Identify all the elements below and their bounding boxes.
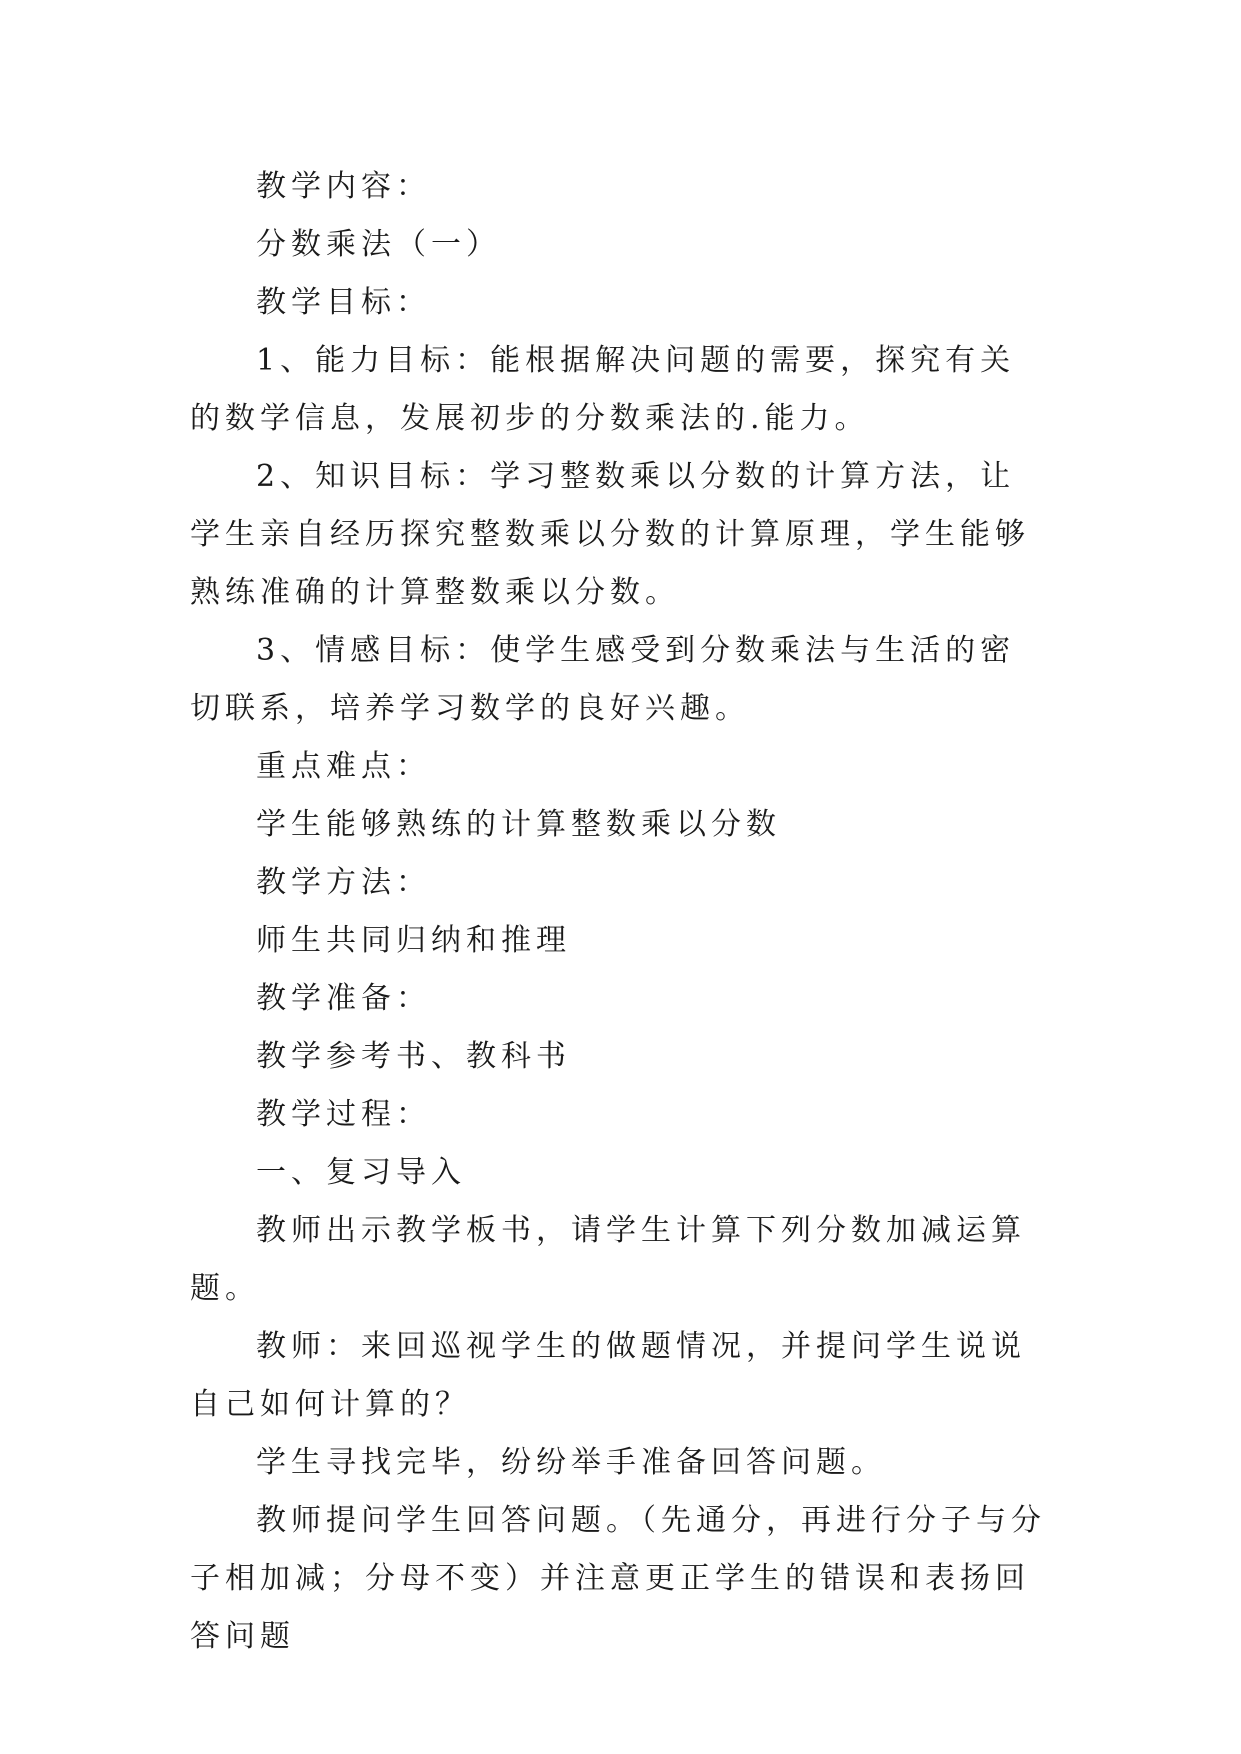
paragraph-teacher-board: 教师出示教学板书，请学生计算下列分数加减运算题。 <box>190 1213 1026 1306</box>
paragraph-teacher-question: 教师提问学生回答问题。（先通分，再进行分子与分子相加减；分母不变）并注意更正学生的错误和表扬回答问题 <box>190 1503 1046 1654</box>
paragraph-methods-heading: 教学方法： <box>256 865 431 900</box>
paragraph-key-points: 学生能够熟练的计算整数乘以分数 <box>256 807 781 842</box>
paragraph-emotion-goal: 3、情感目标：使学生感受到分数乘法与生活的密切联系，培养学习数学的良好兴趣。 <box>190 633 1016 726</box>
paragraph-students-ready: 学生寻找完毕，纷纷举手准备回答问题。 <box>256 1445 886 1480</box>
paragraph-ability-goal: 1、能力目标：能根据解决问题的需要，探究有关的数学信息，发展初步的分数乘法的.能力。 <box>190 343 1016 436</box>
paragraph-preparation-heading: 教学准备： <box>256 981 431 1016</box>
paragraph-process-heading: 教学过程： <box>256 1097 431 1132</box>
paragraph-teaching-content-heading: 教学内容： <box>256 169 431 204</box>
document-body <box>190 158 1050 1666</box>
paragraph-review-intro-heading: 一、复习导入 <box>256 1155 466 1190</box>
paragraph-key-points-heading: 重点难点： <box>256 749 431 784</box>
paragraph-methods: 师生共同归纳和推理 <box>256 923 571 958</box>
paragraph-teacher-patrol: 教师：来回巡视学生的做题情况，并提问学生说说自己如何计算的？ <box>190 1329 1026 1422</box>
paragraph-knowledge-goal: 2、知识目标：学习整数乘以分数的计算方法，让学生亲自经历探究整数乘以分数的计算原理，学生能够熟练准确的计算整数乘以分数。 <box>190 459 1030 610</box>
paragraph-preparation: 教学参考书、教科书 <box>256 1039 571 1074</box>
paragraph-teaching-goals-heading: 教学目标： <box>256 285 431 320</box>
paragraph-lesson-title: 分数乘法（一） <box>256 227 501 262</box>
